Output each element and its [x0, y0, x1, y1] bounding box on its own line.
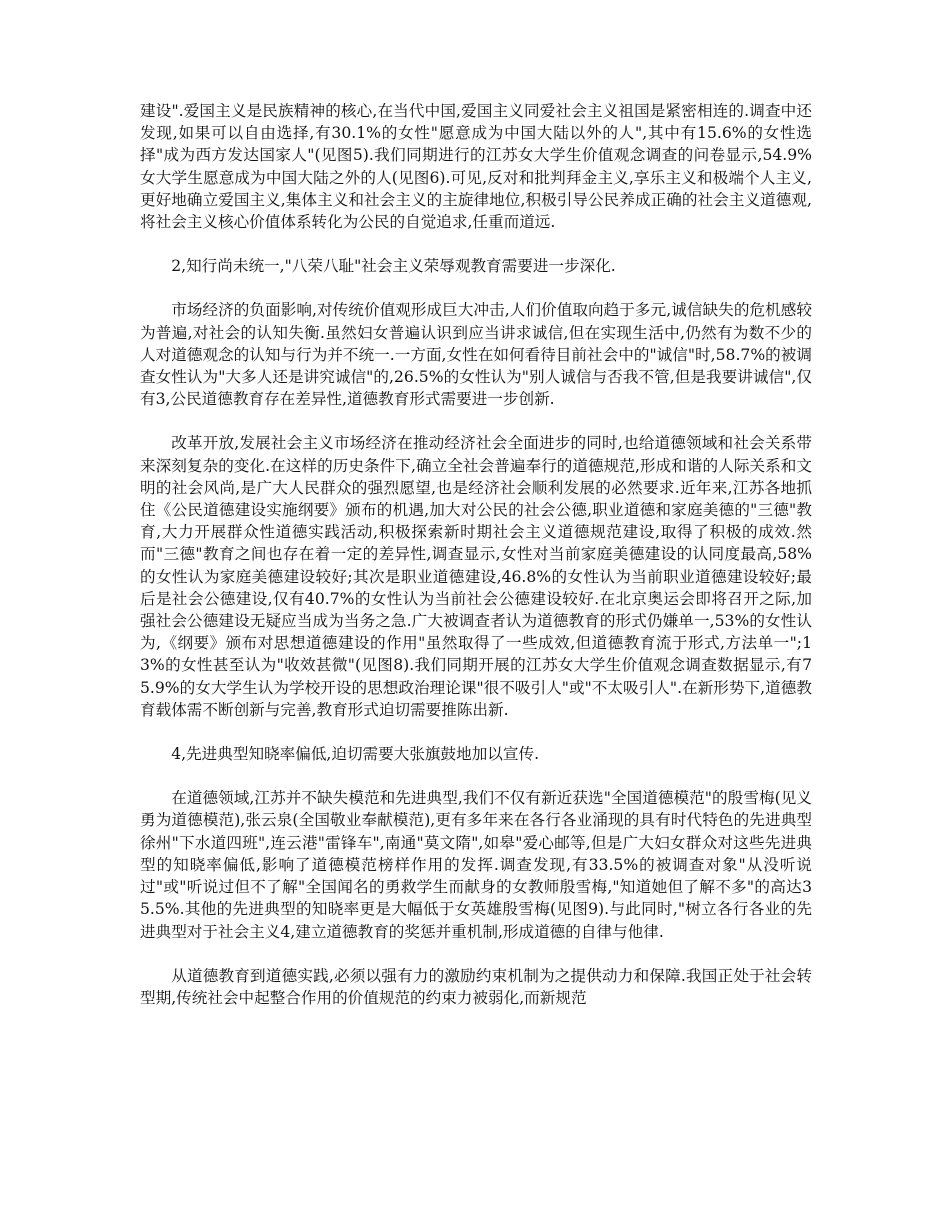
document-page	[140, 100, 812, 1031]
paragraph-incentive-mechanism: 从道德教育到道德实践,必须以强有力的激励约束机制为之提供动力和保障.我国正处于社会转型期,传统社会中起整合作用的价值规范的约束力被弱化,而新规范	[140, 966, 812, 1007]
section-heading-4: 4,先进典型知晓率偏低,迫切需要大张旗鼓地加以宣传.	[171, 745, 540, 764]
paragraph-role-models: 在道德领域,江苏并不缺失模范和先进典型,我们不仅有新近获选"全国道德模范"的殷雪梅(见义勇为道德模范),张云泉(全国敬业奉献模范),更有多年来在各行各业涌现的具有时代特色的先进典型徐州"下水道四班",连云港"雷锋车",南通"莫文隋",如皋"爱心邮等,但是广大妇女群众对这些先进典型的知晓率偏低,影响了道德模范榜样作用的发挥.调查发现,有33.5%的被调查对象"从没听说过"或"听说过但不了解"全国闻名的勇救学生而献身的女教师殷雪梅,"知道她但了解不多"的高达35.5%.其他的先进典型的知晓率更是大幅低于女英雄殷雪梅(见图9).与此同时,"树立各行各业的先进典型对于社会主义4,建立道德教育的奖惩并重机制,形成道德的自律与他律.	[140, 789, 812, 941]
paragraph-patriotism: 建设".爱国主义是民族精神的核心,在当代中国,爱国主义同爱社会主义祖国是紧密相连的.调查中还发现,如果可以自由选择,有30.1%的女性"愿意成为中国大陆以外的人",其中有15.6%的女性选择"成为西方发达国家人"(见图5).我们同期进行的江苏女大学生价值观念调查的问卷显示,54.9%女大学生愿意成为中国大陆之外的人(见图6).可见,反对和批判拜金主义,享乐主义和极端个人主义,更好地确立爱国主义,集体主义和社会主义的主旋律地位,积极引导公民养成正确的社会主义道德观,将社会主义核心价值体系转化为公民的自觉追求,任重而道远.	[140, 102, 812, 232]
paragraph-integrity: 市场经济的负面影响,对传统价值观形成巨大冲击,人们价值取向趋于多元,诚信缺失的危机感较为普遍,对社会的认知失衡.虽然妇女普遍认识到应当讲求诚信,但在实现生活中,仍然有为数不少的人对道德观念的认知与行为并不统一.一方面,女性在如何看待目前社会中的"诚信"时,58.7%的被调查女性认为"大多人还是讲究诚信"的,26.5%的女性认为"别人诚信与否我不管,但是我要讲诚信",仅有3,公民道德教育存在差异性,道德教育形式需要进一步创新.	[140, 301, 812, 409]
paragraph-moral-education: 改革开放,发展社会主义市场经济在推动经济社会全面进步的同时,也给道德领域和社会关系带来深刻复杂的变化.在这样的历史条件下,确立全社会普遍奉行的道德规范,形成和谐的人际关系和文明的社会风尚,是广大人民群众的强烈愿望,也是经济社会顺利发展的必然要求.近年来,江苏各地抓住《公民道德建设实施纲要》颁布的机遇,加大对公民的社会公德,职业道德和家庭美德的"三德"教育,大力开展群众性道德实践活动,积极探索新时期社会主义道德规范建设,取得了积极的成效.然而"三德"教育之间也存在着一定的差异性,调查显示,女性对当前家庭美德建设的认同度最高,58%的女性认为家庭美德建设较好;其次是职业道德建设,46.8%的女性认为当前职业道德建设较好;最后是社会公德建设,仅有40.7%的女性认为当前社会公德建设较好.在北京奥运会即将召开之际,加强社会公德建设无疑应当成为当务之急.广大被调查者认为道德教育的形式仍嫌单一,53%的女性认为,《纲要》颁布对思想道德建设的作用"虽然取得了一些成效,但道德教育流于形式,方法单一";13%的女性甚至认为"收效甚微"(见图8).我们同期开展的江苏女大学生价值观念调查数据显示,有75.9%的女大学生认为学校开设的思想政治理论课"很不吸引人"或"不太吸引人".在新形势下,道德教育载体需不断创新与完善,教育形式迫切需要推陈出新.	[140, 434, 812, 719]
section-heading-2: 2,知行尚未统一,"八荣八耻"社会主义荣辱观教育需要进一步深化.	[171, 257, 616, 276]
